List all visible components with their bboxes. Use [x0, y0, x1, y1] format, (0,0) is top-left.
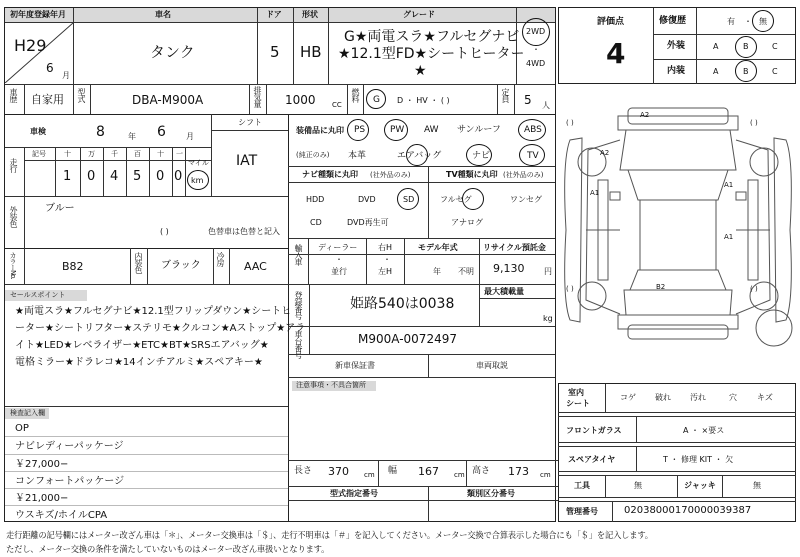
navi-hdd: HDD — [306, 195, 325, 204]
equipment-airbag-circle — [406, 144, 428, 166]
diagram-a1-right-2: A1 — [724, 233, 734, 241]
repair-label: 修復歴 — [659, 16, 687, 26]
reg-month-value: 6 — [46, 61, 54, 75]
mileage-unit-5: 一 — [176, 150, 183, 158]
interior-a: A — [713, 67, 719, 76]
diagram-a1-left: A1 — [590, 189, 600, 197]
inspector-line-4: ￥21,000− — [15, 493, 69, 504]
mileage-digit-2: 4 — [110, 169, 119, 184]
grade-line-3: ★ — [414, 63, 427, 79]
import-parallel: 並行 — [331, 267, 347, 276]
grade-line-1: G★両電スラ★フルセグナビ — [344, 29, 520, 45]
reg-month-unit: 月 — [62, 71, 70, 80]
length-label: 長さ — [294, 466, 313, 476]
shape-value: HB — [300, 43, 322, 61]
import-dot-1: ・ — [335, 255, 343, 264]
score-value: 4 — [606, 37, 626, 70]
tv-fullseg-circle — [462, 188, 484, 210]
seat-item-2: 汚れ — [690, 393, 706, 402]
tv-analog: アナログ — [451, 218, 483, 227]
repair-no-circle — [752, 10, 774, 32]
equipment-tv: TV — [527, 151, 539, 161]
navi-dvd-play: DVD再生可 — [347, 218, 389, 227]
exterior-label: 外装 — [667, 41, 686, 51]
repair-sep: ・ — [744, 17, 752, 26]
sales-line-1: ーター★シートリフター★ステリモ★クルコン★Aストップ★アラ — [15, 323, 306, 334]
mileage-label: 走行 — [9, 158, 18, 172]
cc-unit: CC — [332, 101, 342, 109]
sales-line-3: 電格ミラー★ドラレコ★14インチアルミ★スペアキー★ — [15, 357, 263, 368]
mileage-unit-0: 十 — [64, 150, 71, 158]
fuel-options: D ・ HV ・ ( ) — [397, 96, 450, 105]
equipment-label: 装備品に丸印 — [296, 126, 344, 135]
inspection-year-unit: 年 — [128, 132, 136, 141]
diagram-bracket-1: ( ) — [566, 119, 574, 127]
navi-cd: CD — [310, 218, 322, 227]
registration-value: 姫路540は0038 — [350, 296, 455, 312]
door-label: ドア — [266, 10, 282, 19]
grade-label: グレード — [403, 10, 435, 19]
mgmt-label: 管理番号 — [566, 507, 598, 516]
use-label: 車歴 — [9, 88, 18, 102]
score-label: 評価点 — [597, 17, 625, 27]
model-value: DBA-M900A — [132, 93, 204, 107]
exterior-b-circle — [735, 36, 757, 58]
use-value: 自家用 — [31, 93, 64, 106]
fuel-g-circle — [366, 89, 386, 109]
max-load-kg: kg — [543, 314, 553, 323]
interior-label: 内装 — [667, 66, 686, 76]
navi-sub: (社外品のみ) — [370, 171, 411, 179]
tv-title: TV種類に丸印 — [446, 170, 498, 179]
sales-line-0: ★両電スラ★フルセグナビ★12.1型フリップダウン★シートヒ — [15, 306, 292, 317]
ac-value: AAC — [244, 260, 267, 273]
registration-label: 登録番号 — [294, 291, 303, 319]
equipment-airbag: エアバッグ — [397, 151, 442, 161]
car-damage-diagram — [558, 100, 798, 380]
reg-year-value: H29 — [14, 36, 47, 55]
mileage-unit-4: 十 — [157, 150, 164, 158]
import-dealer: ディーラー — [318, 243, 358, 252]
diagram-b2-rear: B2 — [656, 283, 666, 291]
shape-label: 形状 — [302, 10, 318, 19]
diagram-bracket-2: ( ) — [750, 119, 758, 127]
diagram-bracket-4: ( ) — [750, 285, 758, 293]
exterior-b: B — [743, 42, 749, 51]
grade-line-2: ★12.1型FD★シートヒーター — [338, 46, 525, 62]
sales-points-label: セールスポイント — [10, 291, 66, 299]
equipment-navi: ナビ — [472, 151, 491, 161]
color-note-paren: ( ) — [160, 227, 169, 236]
mileage-digit-0: 1 — [63, 169, 72, 184]
import-left-h: 左H — [378, 267, 393, 276]
tools-label: 工具 — [574, 481, 590, 490]
seat-label-2: シート — [566, 399, 590, 408]
footer-line-2: ただし、メーター交換の条件を満たしていないものはメーター改ざん車扱いとなります。 — [6, 544, 330, 554]
mileage-unit-2: 千 — [111, 150, 118, 158]
model-label: 型式 — [77, 88, 86, 102]
shift-label: シフト — [238, 118, 262, 127]
ac-label: 冷房 — [216, 252, 225, 266]
mileage-unit-1: 万 — [88, 150, 95, 158]
color-label: 外装色 — [9, 206, 18, 227]
tv-sub: (社外品のみ) — [503, 171, 544, 179]
inspector-label: 検査記入欄 — [10, 409, 45, 417]
shift-value: IAT — [236, 153, 258, 169]
inspector-line-0: OP — [15, 423, 29, 434]
chassis-value: M900A-0072497 — [358, 332, 457, 346]
equipment-tv-circle — [519, 144, 545, 166]
inspector-line-3: コンフォートパッケージ — [15, 476, 125, 487]
footer-line-1: 走行距離の記号欄にはメーター改ざん車は「＊」、メーター交換車は「＄」、走行不明車は「＃」を記入してください。メーター交換で合算表示した場合にも「＄」を記入します。 — [6, 530, 653, 540]
recycle-yen: 円 — [544, 267, 552, 276]
import-right-h: 右H — [378, 243, 393, 252]
inspection-year: 8 — [96, 124, 105, 140]
height-cm: cm — [540, 471, 551, 479]
new-car-warranty: 新車保証書 — [335, 361, 375, 370]
seat-item-4: キズ — [757, 393, 773, 402]
interior-b: B — [743, 67, 749, 76]
drive-dot: ・ — [532, 45, 540, 54]
interior-color-label: 内装色 — [134, 252, 143, 273]
recycle-label: リサイクル預託金 — [483, 243, 546, 252]
fuel-g: G — [373, 95, 380, 105]
repair-no: 無 — [759, 17, 767, 26]
diagram-a2-front: A2 — [640, 111, 650, 119]
seat-item-0: コゲ — [620, 393, 636, 402]
displacement-label: 排気量 — [253, 86, 262, 107]
equipment-ps: PS — [354, 125, 366, 135]
model-year-unit: 年 — [433, 267, 441, 276]
recycle-value: 9,130 — [493, 262, 525, 275]
inspection-label: 車検 — [30, 127, 46, 136]
model-year-label: モデル年式 — [418, 243, 458, 252]
fuel-label: 燃料 — [351, 88, 360, 102]
diagram-a1-right: A1 — [724, 181, 734, 189]
seat-item-3: 穴 — [729, 393, 737, 402]
displacement-value: 1000 — [285, 93, 316, 107]
mileage-mile-label: マイル — [188, 159, 209, 167]
navi-sd-circle — [397, 188, 419, 210]
glass-label: フロントガラス — [566, 426, 622, 435]
mileage-digit-3: 5 — [133, 169, 142, 184]
exterior-a: A — [713, 42, 719, 51]
mileage-digit-4: 0 — [156, 169, 165, 184]
height-label: 高さ — [472, 466, 491, 476]
equipment-sub: (純正のみ) — [296, 151, 330, 159]
color-note: 色替車は色替と記入 — [208, 227, 280, 236]
sales-line-2: イト★LED★レベライザー★ETC★BT★SRSエアバッグ★ — [15, 340, 269, 351]
exterior-c: C — [772, 42, 778, 51]
interior-c: C — [772, 67, 778, 76]
jack-label: ジャッキ — [684, 481, 716, 490]
model-year-unknown: 不明 — [458, 267, 474, 276]
height-value: 173 — [508, 465, 529, 478]
mileage-mark-label: 記号 — [32, 150, 46, 158]
seat-label-1: 室内 — [568, 388, 584, 397]
door-value: 5 — [270, 43, 280, 61]
tools-value: 無 — [634, 481, 642, 490]
equipment-pw: PW — [390, 125, 405, 135]
width-cm: cm — [454, 471, 465, 479]
spare-tire-value: T ・ 修理 KIT ・ 欠 — [663, 455, 734, 464]
tv-oneseg: ワンセグ — [510, 195, 542, 204]
equipment-sunroof: サンルーフ — [457, 125, 501, 135]
vehicle-manual: 車両取説 — [476, 361, 508, 370]
equipment-pw-circle — [384, 119, 408, 141]
chassis-label: 車台番号 — [294, 330, 303, 358]
tv-fullseg: フルセグ — [440, 195, 472, 204]
glass-value: A ・ ×要ス — [683, 426, 725, 435]
type-designation-label: 型式指定番号 — [330, 489, 378, 498]
width-value: 167 — [418, 465, 439, 478]
navi-dvd: DVD — [358, 195, 376, 204]
inspector-line-2: ￥27,000− — [15, 459, 69, 470]
mileage-km: km — [191, 176, 204, 185]
class-number-label: 類別区分番号 — [467, 489, 515, 498]
length-cm: cm — [364, 471, 375, 479]
navi-sd: SD — [403, 195, 415, 204]
diagram-a2-side-left: A2 — [600, 149, 610, 157]
mileage-unit-3: 百 — [134, 150, 141, 158]
inspector-line-5: ウスキズ/ホイルCPA — [15, 510, 108, 521]
inspector-line-1: ナビレディーパッケージ — [15, 441, 124, 452]
equipment-ps-circle — [347, 119, 369, 141]
width-label: 幅 — [388, 466, 398, 476]
drive-2wd-circle — [522, 18, 550, 46]
max-load-label: 最大積載量 — [484, 287, 524, 296]
mgmt-value: 02038000170000039387 — [624, 505, 752, 516]
equipment-abs-circle — [518, 119, 546, 141]
mileage-digit-1: 0 — [87, 169, 96, 184]
interior-color-value: ブラック — [161, 260, 201, 271]
color-value: ブルー — [45, 203, 75, 214]
capacity-value: 5 — [524, 93, 532, 107]
length-value: 370 — [328, 465, 349, 478]
reg-year-label: 初年度登録年月 — [10, 10, 66, 19]
equipment-leather: 本革 — [348, 151, 367, 161]
equipment-navi-circle — [466, 144, 492, 166]
color-code-label: カラーNo. — [9, 252, 17, 279]
drive-4wd: 4WD — [526, 59, 546, 68]
import-dot-2: ・ — [383, 255, 391, 264]
drive-2wd: 2WD — [526, 27, 546, 36]
mileage-km-circle — [187, 170, 209, 190]
jack-value: 無 — [753, 481, 761, 490]
equipment-abs: ABS — [524, 125, 542, 135]
navi-title: ナビ種類に丸印 — [302, 170, 358, 179]
inspection-month: 6 — [157, 124, 166, 140]
color-code-value: B82 — [62, 260, 84, 273]
seat-item-1: 破れ — [655, 393, 671, 402]
car-name-label: 車名 — [155, 10, 171, 19]
mileage-digit-5: 0 — [174, 169, 183, 184]
spare-tire-label: スペアタイヤ — [568, 455, 616, 464]
inspection-month-unit: 月 — [186, 132, 194, 141]
caution-label: 注意事項・不具合箇所 — [296, 381, 366, 389]
capacity-label: 定員 — [501, 88, 510, 102]
interior-b-circle — [735, 60, 757, 82]
import-label: 輸入車 — [294, 244, 303, 265]
car-name-value: タンク — [150, 43, 195, 61]
diagram-bracket-3: ( ) — [566, 285, 574, 293]
equipment-aw: AW — [424, 125, 439, 135]
capacity-unit: 人 — [542, 101, 550, 110]
repair-yes: 有 — [727, 17, 735, 26]
